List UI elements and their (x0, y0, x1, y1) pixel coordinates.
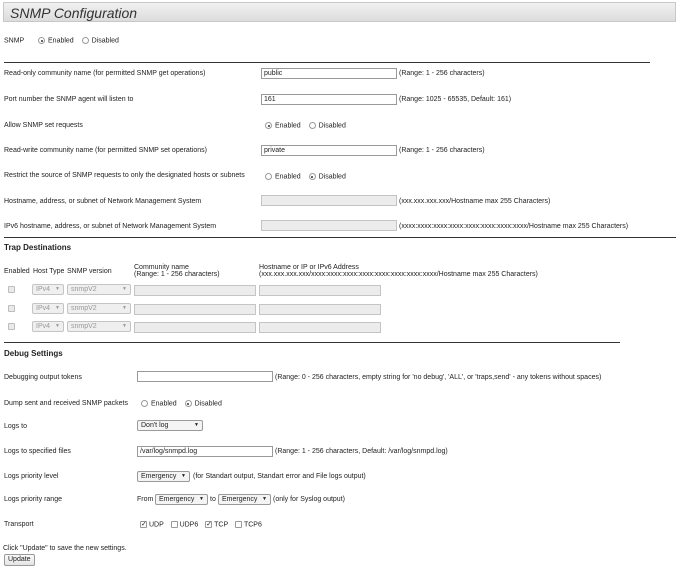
priority-level-label: Logs priority level (4, 473, 59, 480)
trap-version-select[interactable] (67, 321, 131, 332)
snmp-disabled-radio[interactable] (82, 37, 89, 44)
trap-version-value: snmpV2 (71, 323, 97, 330)
transport-udp-checkbox[interactable] (140, 521, 147, 528)
dump-enabled-label: Enabled (151, 400, 177, 408)
priority-level-select[interactable] (137, 471, 190, 482)
transport-tcp-checkbox[interactable] (205, 521, 212, 528)
trap-host-type-select[interactable] (32, 303, 64, 314)
debug-tokens-label: Debugging output tokens (4, 374, 82, 381)
priority-range-to: to (210, 496, 216, 503)
port-input[interactable]: 161 (261, 94, 397, 105)
priority-level-value: Emergency (141, 473, 177, 480)
trap-host-type-value: IPv4 (36, 323, 51, 330)
priority-range-hint: (only for Syslog output) (273, 496, 345, 503)
chevron-down-icon: ▼ (55, 323, 60, 329)
nms-host-hint: (xxx.xxx.xxx.xxx/Hostname max 255 Characters) (399, 198, 551, 205)
restrict-options (265, 173, 346, 180)
trap-host-input[interactable] (259, 285, 381, 296)
trap-host-input[interactable] (259, 322, 381, 333)
check-icon: ✓ (141, 521, 147, 528)
chevron-down-icon: ▼ (122, 286, 127, 292)
nms-ipv6-input[interactable] (261, 220, 397, 231)
trap-col-host: Hostname or IP or IPv6 Address (259, 264, 359, 271)
trap-col-community-range: (Range: 1 - 256 characters) (134, 271, 220, 278)
restrict-disabled-radio[interactable] (309, 173, 316, 180)
trap-col-community: Community name (134, 264, 189, 271)
page-title: SNMP Configuration (10, 5, 138, 21)
divider (4, 237, 676, 238)
snmp-disabled-label: Disabled (91, 37, 119, 45)
transport-tcp6-label: TCP6 (243, 521, 262, 529)
trap-version-value: snmpV2 (71, 286, 97, 293)
trap-enabled-checkbox[interactable] (8, 323, 15, 330)
chevron-down-icon: ▼ (181, 473, 186, 479)
trap-host-type-value: IPv4 (36, 305, 51, 312)
allow-set-label: Allow SNMP set requests (4, 122, 83, 129)
priority-range-from-select[interactable] (155, 494, 208, 505)
trap-community-input[interactable] (134, 285, 256, 296)
priority-range-label: Logs priority range (4, 496, 62, 503)
dump-disabled-radio[interactable] (185, 400, 192, 407)
trap-row-2 (8, 305, 17, 312)
transport-label: Transport (4, 521, 34, 528)
priority-range-to-value: Emergency (222, 496, 258, 503)
port-hint: (Range: 1025 - 65535, Default: 161) (399, 96, 512, 103)
transport-udp6-label: UDP6 (179, 521, 199, 529)
trap-title: Trap Destinations (4, 243, 72, 252)
trap-version-select[interactable] (67, 303, 131, 314)
trap-col-enabled: Enabled (4, 268, 30, 275)
dump-enabled-radio[interactable] (141, 400, 148, 407)
transport-tcp6-checkbox[interactable] (235, 521, 242, 528)
ro-community-label: Read-only community name (for permitted SNMP get operations) (4, 70, 206, 77)
trap-community-input[interactable] (134, 322, 256, 333)
chevron-down-icon: ▼ (55, 286, 60, 292)
logs-to-label: Logs to (4, 423, 27, 430)
rw-community-hint: (Range: 1 - 256 characters) (399, 147, 485, 154)
trap-host-input[interactable] (259, 304, 381, 315)
logs-files-hint: (Range: 1 - 256 characters, Default: /var/log/snmpd.log) (275, 448, 448, 455)
rw-community-input[interactable]: private (261, 145, 397, 156)
trap-col-host-type: Host Type (33, 268, 65, 275)
chevron-down-icon: ▼ (55, 305, 60, 311)
snmp-enabled-label: Enabled (48, 37, 74, 45)
transport-tcp-label: TCP (214, 521, 229, 529)
priority-range-to-select[interactable] (218, 494, 271, 505)
nms-ipv6-label: IPv6 hostname, address, or subnet of Network Management System (4, 223, 217, 230)
restrict-label: Restrict the source of SNMP requests to only the designated hosts or subnets (4, 172, 245, 179)
logs-files-label: Logs to specified files (4, 448, 71, 455)
allow-set-options (265, 122, 346, 129)
trap-row-3 (8, 323, 17, 330)
chevron-down-icon: ▼ (122, 323, 127, 329)
logs-files-input[interactable]: /var/log/snmpd.log (137, 446, 273, 457)
snmp-enabled-radio[interactable] (38, 37, 45, 44)
update-button[interactable]: Update (4, 554, 35, 566)
transport-options (140, 521, 262, 528)
trap-host-type-value: IPv4 (36, 286, 51, 293)
chevron-down-icon: ▼ (262, 496, 267, 502)
debug-tokens-hint: (Range: 0 - 256 characters, empty string for 'no debug', 'ALL', or 'traps,send' - any tokens without spaces) (275, 374, 602, 381)
allow-set-enabled-radio[interactable] (265, 122, 272, 129)
nms-ipv6-hint: (xxxx:xxxx:xxxx:xxxx:xxxx:xxxx:xxxx:xxxx/Hostname max 255 Characters) (399, 223, 629, 230)
restrict-enabled-radio[interactable] (265, 173, 272, 180)
trap-version-value: snmpV2 (71, 305, 97, 312)
footer-note: Click "Update" to save the new settings. (3, 545, 127, 552)
priority-range-from: From (137, 496, 154, 503)
allow-set-enabled-label: Enabled (275, 122, 301, 130)
trap-host-type-select[interactable] (32, 284, 64, 295)
divider (4, 62, 650, 63)
trap-enabled-checkbox[interactable] (8, 286, 15, 293)
nms-host-input[interactable] (261, 195, 397, 206)
chevron-down-icon: ▼ (122, 305, 127, 311)
trap-community-input[interactable] (134, 304, 256, 315)
check-icon: ✓ (206, 521, 213, 528)
restrict-disabled-label: Disabled (318, 173, 346, 181)
priority-range-from-value: Emergency (159, 496, 195, 503)
trap-version-select[interactable] (67, 284, 131, 295)
port-label: Port number the SNMP agent will listen to (4, 96, 134, 103)
trap-enabled-checkbox[interactable] (8, 305, 15, 312)
dump-options (141, 400, 222, 407)
transport-udp6-checkbox[interactable] (171, 521, 178, 528)
snmp-label: SNMP (4, 37, 25, 45)
chevron-down-icon: ▼ (194, 422, 199, 428)
trap-host-type-select[interactable] (32, 321, 64, 332)
restrict-enabled-label: Enabled (275, 173, 301, 181)
ro-community-input[interactable]: public (261, 68, 397, 79)
nms-host-label: Hostname, address, or subnet of Network Management System (4, 198, 202, 205)
trap-col-snmp-version: SNMP version (67, 268, 112, 275)
logs-to-value: Don't log (141, 422, 169, 429)
divider (4, 342, 620, 343)
transport-udp-label: UDP (149, 521, 164, 529)
debug-tokens-input[interactable] (137, 371, 273, 382)
title-bar (3, 2, 676, 22)
ro-community-hint: (Range: 1 - 256 characters) (399, 70, 485, 77)
priority-level-hint: (for Standart output, Standart error and File logs output) (193, 473, 366, 480)
debug-title: Debug Settings (4, 349, 63, 358)
rw-community-label: Read-write community name (for permitted SNMP set operations) (4, 147, 207, 154)
snmp-row (4, 37, 119, 44)
chevron-down-icon: ▼ (199, 496, 204, 502)
trap-col-host-hint: (xxx.xxx.xxx.xxx/xxxx:xxxx:xxxx:xxxx:xxxx:xxxx:xxxx:xxxx/Hostname max 255 Characters) (259, 271, 538, 278)
logs-to-select[interactable] (137, 420, 203, 431)
dump-label: Dump sent and received SNMP packets (4, 400, 128, 407)
allow-set-disabled-radio[interactable] (309, 122, 316, 129)
trap-row-1 (8, 286, 17, 293)
dump-disabled-label: Disabled (194, 400, 222, 408)
allow-set-disabled-label: Disabled (318, 122, 346, 130)
